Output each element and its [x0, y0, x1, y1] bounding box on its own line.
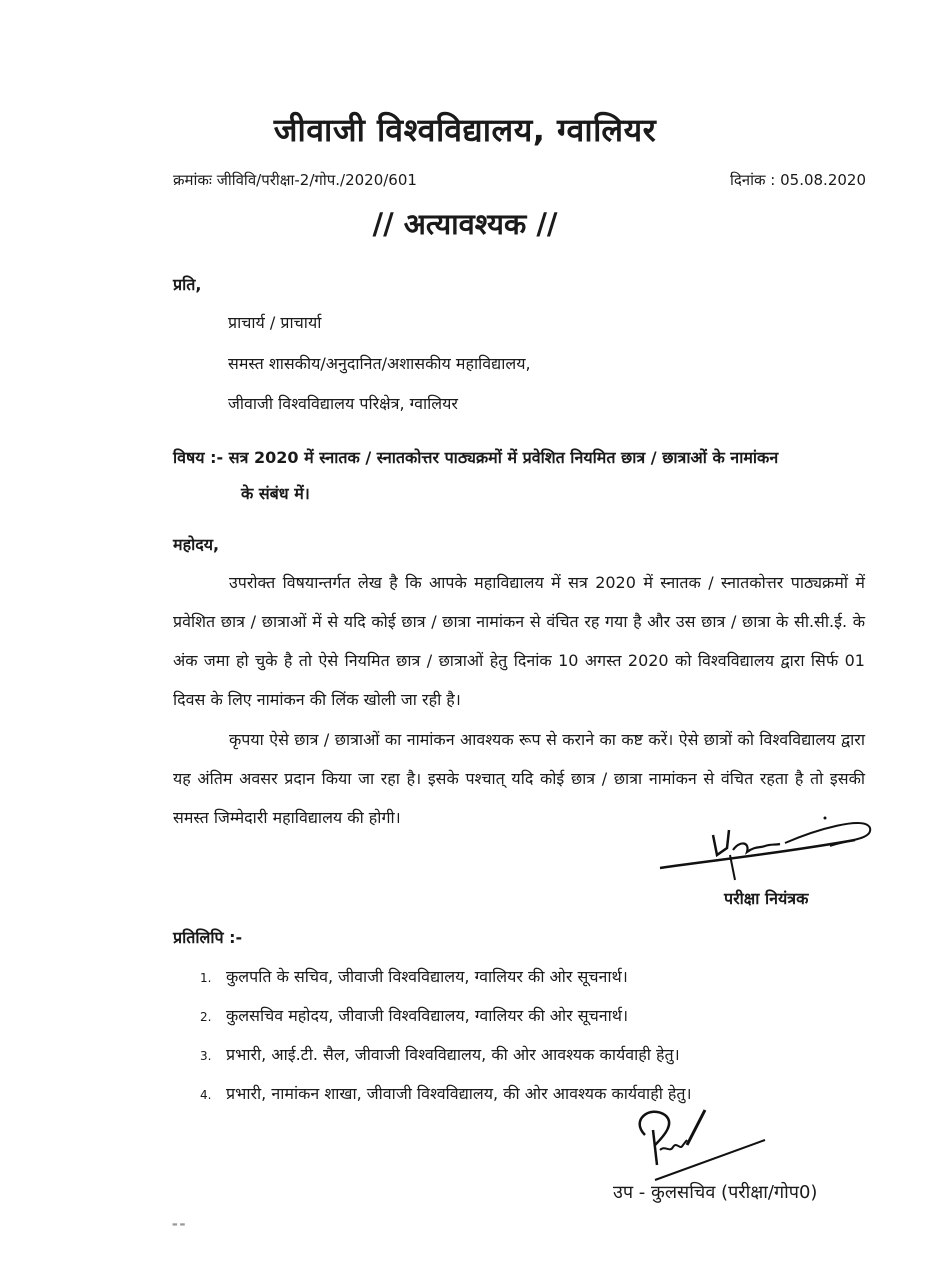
controller-signature: [655, 810, 885, 885]
copy-item: [200, 1004, 628, 1026]
subject-line-1: विषय :- सत्र 2020 में स्नातक / स्नातकोत्तर पाठ्यक्रमों में प्रवेशित नियमित छात्र / छात्राओं के नामांकन: [173, 448, 779, 467]
addressee-prefix: प्रति,: [173, 275, 202, 294]
salutation: महोदय,: [173, 535, 220, 554]
copy-number: 4.: [200, 1088, 212, 1102]
copy-item: [200, 1082, 692, 1104]
signatory-title: परीक्षा नियंत्रक: [724, 889, 809, 908]
addressee-line: प्राचार्य / प्राचार्या: [228, 313, 322, 332]
copy-text: प्रभारी, नामांकन शाखा, जीवाजी विश्वविद्यालय, की ओर आवश्यक कार्यवाही हेतु।: [226, 1084, 692, 1103]
copy-item: [200, 1043, 680, 1065]
copy-item: [200, 965, 628, 987]
deputy-title: उप - कुलसचिव (परीक्षा/गोप0): [613, 1182, 818, 1203]
reference-number: क्रमांकः जीविवि/परीक्षा-2/गोप./2020/601: [173, 171, 417, 189]
deputy-signature: [625, 1105, 775, 1185]
subject-line-2: के संबंध में।: [241, 484, 310, 503]
copy-number: 1.: [200, 971, 212, 985]
subject: [173, 440, 873, 512]
copy-text: कुलसचिव महोदय, जीवाजी विश्वविद्यालय, ग्वालियर की ओर सूचनार्थ।: [226, 1006, 629, 1025]
body-paragraph: कृपया ऐसे छात्र / छात्राओं का नामांकन आवश्यक रूप से कराने का कष्ट करें। ऐसे छात्रों को विश्वविद्यालय द्वारा यह अंतिम अवसर प्रदान किया जा रहा है। इसके पश्चात् यदि कोई छात्र / छात्रा नामांकन से वंचित रहता है तो इसकी समस्त जिम्मेदारी महाविद्यालय की होगी।: [173, 730, 865, 827]
letter-date: दिनांक : 05.08.2020: [729, 171, 866, 189]
body-paragraph: उपरोक्त विषयान्तर्गत लेख है कि आपके महाविद्यालय में सत्र 2020 में स्नातक / स्नातकोत्तर पाठ्यक्रमों में प्रवेशित छात्र / छात्राओं में से यदि कोई छात्र / छात्रा नामांकन से वंचित रह गया है और उस छात्र / छात्रा के सी.सी.ई. के अंक जमा हो चुके है तो ऐसे नियमित छात्र / छात्राओं हेतु दिनांक 10 अगस्त 2020 को विश्वविद्यालय द्वारा सिर्फ 01 दिवस के लिए नामांकन की लिंक खोली जा रही है।: [173, 573, 865, 709]
addressee-line: समस्त शासकीय/अनुदानित/अशासकीय महाविद्यालय,: [228, 354, 531, 373]
addressee-line: जीवाजी विश्वविद्यालय परिक्षेत्र, ग्वालियर: [228, 394, 458, 413]
footer-mark: ▬ ▬: [172, 1221, 186, 1228]
copy-number: 2.: [200, 1010, 212, 1024]
copy-text: कुलपति के सचिव, जीवाजी विश्वविद्यालय, ग्वालियर की ओर सूचनार्थ।: [226, 967, 628, 986]
university-title: जीवाजी विश्वविद्यालय, ग्वालियर: [273, 111, 657, 149]
copy-number: 3.: [200, 1049, 212, 1063]
copy-text: प्रभारी, आई.टी. सैल, जीवाजी विश्वविद्यालय, की ओर आवश्यक कार्यवाही हेतु।: [226, 1045, 680, 1064]
urgent-label: // अत्यावश्यक //: [372, 207, 558, 241]
copies-heading: प्रतिलिपि :-: [173, 928, 243, 947]
